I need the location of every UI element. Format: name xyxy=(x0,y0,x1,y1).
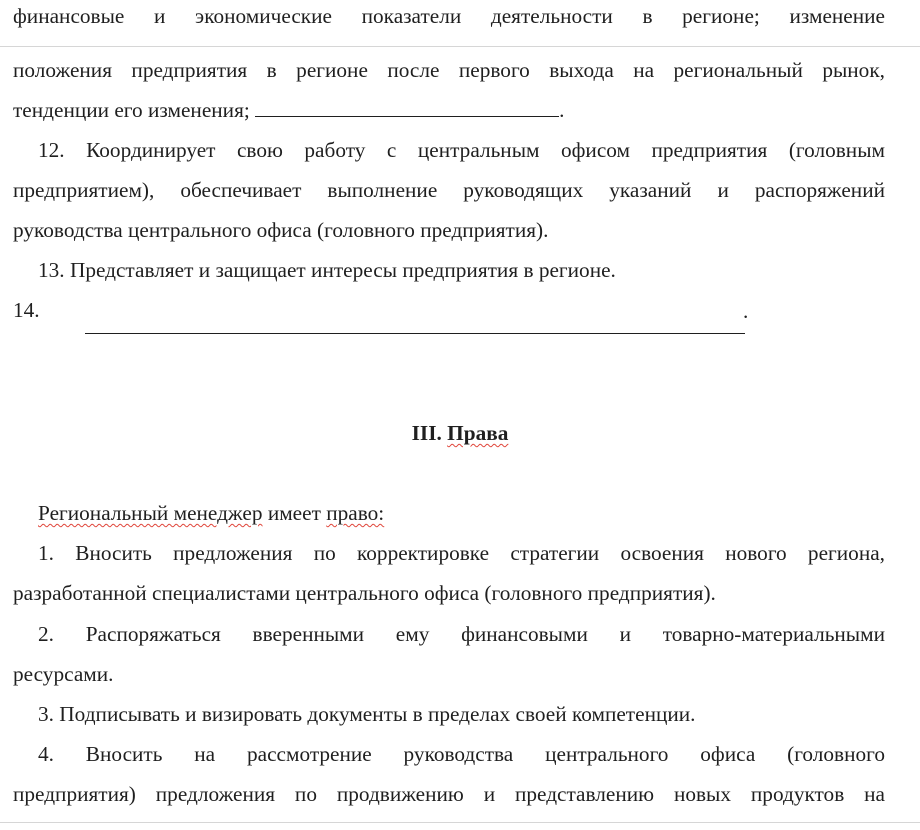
text-line: разработанной специалистами центрального офиса (головного предприятия). xyxy=(13,581,716,605)
section-title: Права xyxy=(447,421,509,445)
text-line: положения предприятия в регионе после первого выхода на региональный рынок, xyxy=(13,58,885,82)
item-number: 14. xyxy=(13,298,40,322)
text-line: предприятием), обеспечивает выполнение руководящих указаний и распоряжений xyxy=(13,178,885,202)
text-fragment: Региональный менеджер xyxy=(38,501,263,525)
fill-in-blank[interactable] xyxy=(85,333,745,334)
text-line: финансовые и экономические показатели деятельности в регионе; изменение xyxy=(13,4,885,28)
text-line: 2. Распоряжаться вверенными ему финансовыми и товарно-материальными xyxy=(38,622,885,646)
fill-in-blank[interactable] xyxy=(255,96,559,117)
text-line: 1. Вносить предложения по корректировке стратегии освоения нового региона, xyxy=(38,541,885,565)
text-line: руководства центрального офиса (головного предприятия). xyxy=(13,218,549,242)
text-fragment: . xyxy=(559,98,565,122)
section-heading xyxy=(0,419,920,447)
section-number: III. xyxy=(411,421,442,445)
text-line: 12. Координирует свою работу с центральным офисом предприятия (головным xyxy=(38,138,885,162)
text-line: 4. Вносить на рассмотрение руководства центрального офиса (головного xyxy=(38,742,885,766)
text-line: предприятия) предложения по продвижению и представлению новых продуктов на xyxy=(13,782,885,806)
text-fragment: имеет xyxy=(267,501,321,525)
text-fragment: . xyxy=(743,299,749,323)
text-line: 13. Представляет и защищает интересы предприятия в регионе. xyxy=(38,258,616,282)
text-fragment: тенденции его изменения; xyxy=(13,98,250,122)
text-line: ресурсами. xyxy=(13,662,114,686)
text-line: 3. Подписывать и визировать документы в пределах своей компетенции. xyxy=(38,702,696,726)
intro-line xyxy=(38,499,885,529)
text-fragment: право: xyxy=(326,501,385,525)
page-break-divider xyxy=(0,46,920,47)
text-line-with-blank xyxy=(13,96,885,126)
page-bottom-edge xyxy=(0,822,920,823)
